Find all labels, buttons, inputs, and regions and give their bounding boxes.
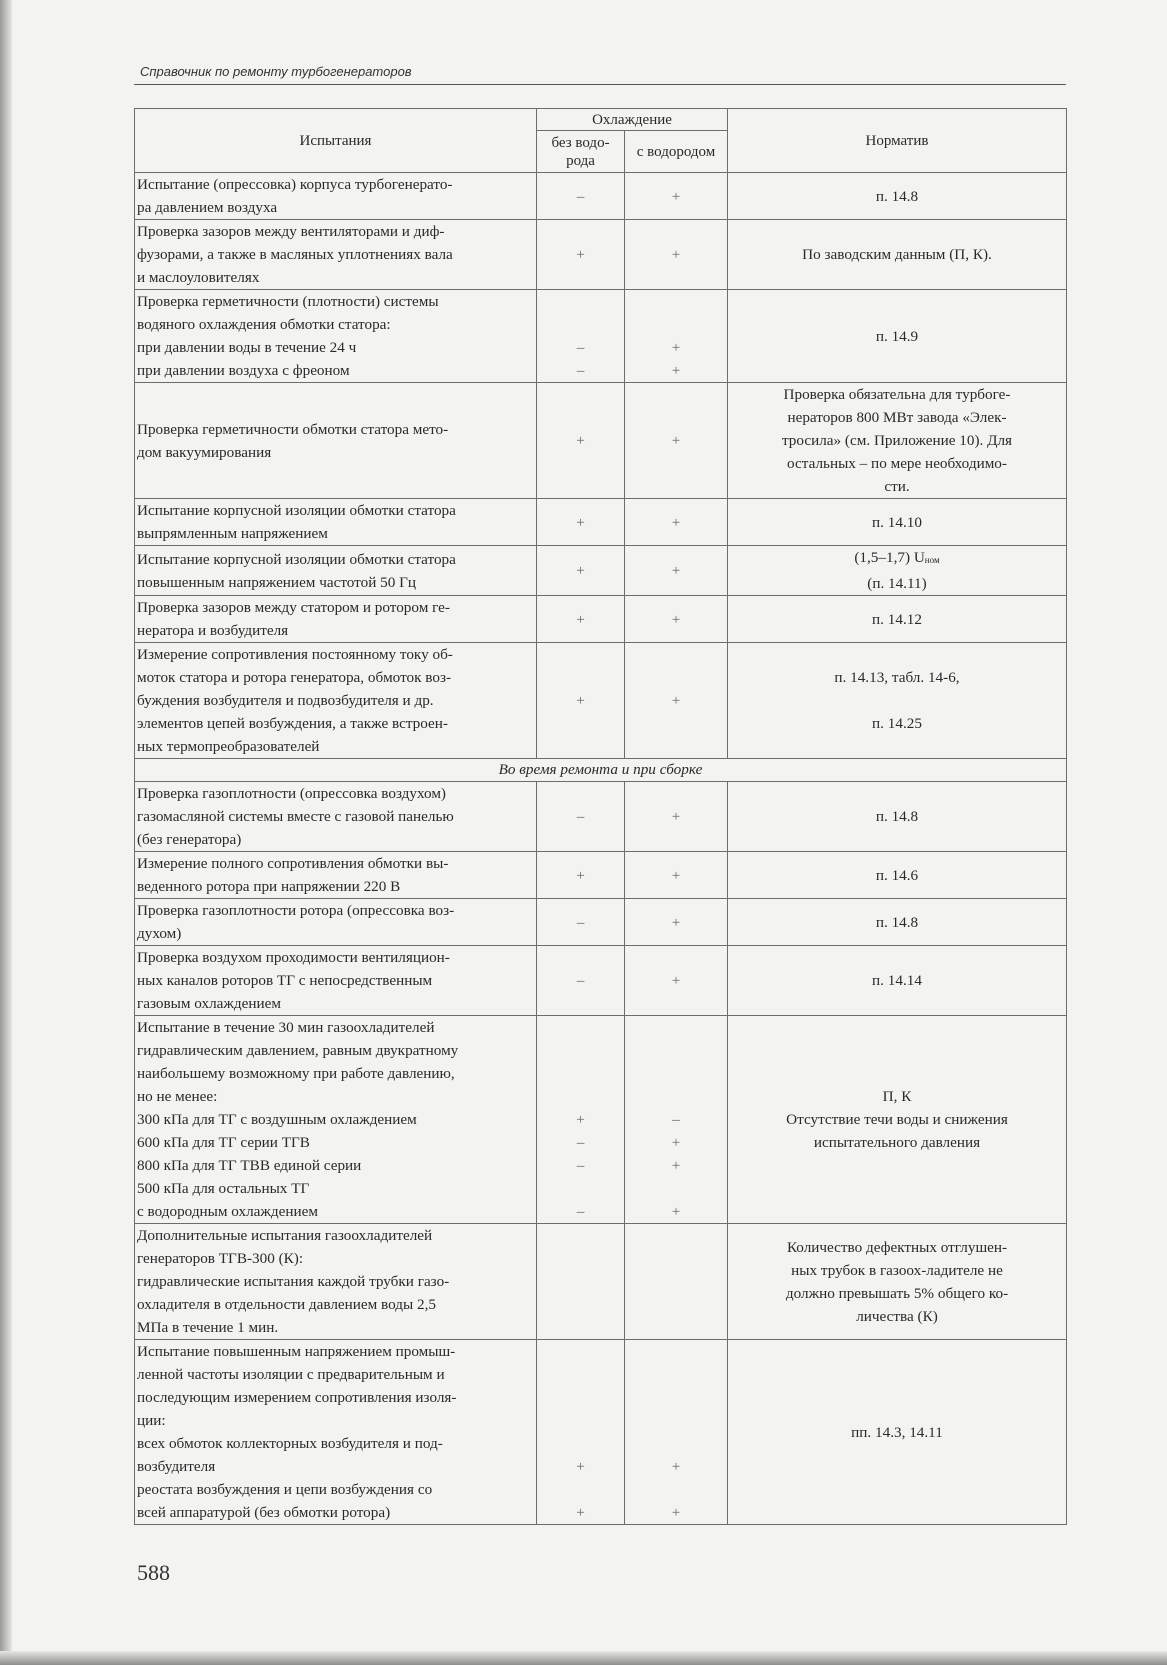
test-name-line: газомасляной системы вместе с газовой панелью	[137, 808, 454, 825]
col-header-norm: Норматив	[728, 109, 1067, 173]
running-title: Справочник по ремонту турбогенераторов	[140, 64, 412, 79]
test-name-cell	[135, 290, 537, 383]
mark-value	[627, 1340, 725, 1363]
mark-value: +	[671, 562, 681, 579]
mark-value: +	[671, 1134, 681, 1151]
norm-line: п. 14.14	[872, 972, 922, 989]
mark-value	[539, 1062, 622, 1085]
mark-value: –	[672, 1111, 680, 1128]
section-title: Во время ремонта и при сборке	[135, 759, 1067, 782]
mark-value	[627, 1016, 725, 1039]
mark-value	[627, 1409, 725, 1432]
mark-value	[539, 1016, 622, 1039]
test-name-line: 500 кПа для остальных ТГ	[137, 1180, 310, 1197]
norm-line: должно превышать 5% общего ко-	[785, 1284, 1009, 1302]
norm-line: нераторов 800 МВт завода «Элек-	[787, 409, 1007, 426]
test-name-line: Испытание повышенным напряжением промыш-	[137, 1343, 456, 1360]
mark-value: +	[576, 692, 585, 709]
table-row	[135, 546, 1067, 596]
no-hydrogen-mark-cell	[537, 173, 625, 220]
mark-value	[627, 1478, 725, 1501]
col-header-no-hydrogen: без водо- рода	[537, 131, 625, 173]
mark-value	[627, 1039, 725, 1062]
test-name-line: Проверка герметичности (плотности) системы	[137, 293, 439, 310]
test-name-cell	[135, 596, 537, 643]
norm-cell	[728, 899, 1067, 946]
norm-line: (п. 14.11)	[867, 575, 927, 592]
mark-value: –	[576, 187, 585, 205]
norm-cell	[728, 1016, 1067, 1224]
mark-value	[539, 1270, 622, 1293]
mark-value: –	[576, 1203, 585, 1220]
mark-value: –	[576, 913, 585, 931]
table-row	[135, 499, 1067, 546]
mark-value: +	[671, 187, 681, 205]
test-name-line: буждения возбудителя и подвозбудителя и др.	[137, 692, 434, 709]
norm-line: Отсутствие течи воды и снижения	[786, 1111, 1008, 1128]
hydrogen-mark-cell	[625, 1016, 728, 1224]
test-name-line: моток статора и ротора генератора, обмоток воз-	[137, 669, 451, 686]
table-row	[135, 383, 1067, 499]
test-name-cell	[135, 1224, 537, 1340]
test-name-cell	[135, 499, 537, 546]
mark-value	[539, 290, 622, 313]
mark-value: +	[576, 246, 585, 263]
norm-cell	[728, 782, 1067, 852]
hydrogen-mark-cell	[625, 596, 728, 643]
mark-value: +	[671, 610, 681, 628]
test-name-line: охладителя в отдельности давлением воды 2,5	[137, 1296, 436, 1313]
header-rule	[134, 84, 1066, 85]
mark-value	[539, 1085, 622, 1108]
mark-value: +	[671, 513, 681, 531]
norm-cell	[728, 499, 1067, 546]
test-name-line: наибольшему возможному при работе давлению,	[137, 1065, 455, 1082]
test-name-cell	[135, 220, 537, 290]
test-name-line: возбудителя	[137, 1458, 216, 1475]
test-name-line: газовым охлаждением	[137, 995, 281, 1012]
table-row	[135, 1224, 1067, 1340]
table-row	[135, 173, 1067, 220]
test-name-line: Проверка газоплотности ротора (опрессовка воз-	[137, 902, 455, 919]
test-name-line: МПа в течение 1 мин.	[137, 1319, 279, 1336]
norm-line: п. 14.8	[875, 808, 919, 825]
mark-value: +	[671, 1504, 681, 1521]
mark-value	[539, 1039, 622, 1062]
hydrogen-mark-cell	[625, 220, 728, 290]
norm-line: п. 14.9	[875, 327, 919, 345]
norm-line: испытательного давления	[813, 1134, 981, 1151]
test-name-line: всех обмоток коллекторных возбудителя и под-	[137, 1435, 443, 1452]
mark-value: +	[576, 432, 585, 449]
mark-value: –	[576, 1134, 585, 1151]
norm-line: п. 14.8	[875, 187, 919, 205]
mark-value: –	[576, 362, 585, 379]
test-name-line: при давлении воздуха с фреоном	[137, 362, 350, 379]
mark-value: +	[576, 866, 585, 884]
hydrogen-mark-cell	[625, 643, 728, 759]
hydrogen-mark-cell	[625, 546, 728, 596]
test-name-line: водяного охлаждения обмотки статора:	[137, 316, 391, 333]
test-name-cell	[135, 383, 537, 499]
mark-value	[627, 1177, 725, 1200]
test-name-cell	[135, 546, 537, 596]
mark-value: –	[576, 339, 585, 356]
table-row	[135, 290, 1067, 383]
mark-value: –	[576, 1157, 585, 1174]
no-hydrogen-mark-cell	[537, 220, 625, 290]
test-name-line: (без генератора)	[137, 831, 242, 848]
mark-value	[539, 1177, 622, 1200]
no-hydrogen-mark-cell	[537, 499, 625, 546]
test-name-cell	[135, 899, 537, 946]
mark-value	[539, 1478, 622, 1501]
no-hydrogen-mark-cell	[537, 946, 625, 1016]
test-name-line: ра давлением воздуха	[137, 199, 278, 216]
test-name-line: веденного ротора при напряжении 220 В	[137, 878, 401, 895]
test-name-line: 800 кПа для ТГ ТВВ единой серии	[137, 1157, 362, 1174]
mark-value: +	[576, 1504, 585, 1521]
mark-value: +	[671, 339, 681, 356]
norm-line: Проверка обязательна для турбоге-	[783, 386, 1011, 403]
norm-line: остальных – по мере необходимо-	[787, 455, 1007, 472]
test-name-line: Испытание корпусной изоляции обмотки статора	[137, 502, 456, 519]
test-name-line: Испытание (опрессовка) корпуса турбогенерато-	[137, 176, 453, 193]
test-name-cell	[135, 173, 537, 220]
test-name-line: при давлении воды в течение 24 ч	[137, 339, 357, 356]
page-number: 588	[137, 1560, 170, 1585]
norm-line: По заводским данным (П, К).	[802, 246, 992, 263]
hydrogen-mark-cell	[625, 290, 728, 383]
mark-value: +	[671, 1157, 681, 1174]
mark-value	[627, 1270, 725, 1293]
norm-line	[730, 546, 1064, 572]
mark-value: +	[671, 1458, 681, 1475]
test-name-line: элементов цепей возбуждения, а также встроен-	[137, 715, 448, 732]
test-name-cell	[135, 1016, 537, 1224]
no-hydrogen-mark-cell	[537, 383, 625, 499]
col-header-tests: Испытания	[135, 109, 537, 173]
norm-line: Количество дефектных отглушен-	[786, 1238, 1008, 1256]
test-name-line: Проверка газоплотности (опрессовка воздухом)	[137, 785, 446, 802]
no-hydrogen-mark-cell	[537, 290, 625, 383]
test-name-line: ных каналов роторов ТГ с непосредственным	[137, 972, 433, 989]
norm-line: п. 14.25	[872, 715, 922, 732]
no-hydrogen-mark-cell	[537, 643, 625, 759]
mark-value	[627, 1363, 725, 1386]
no-hydrogen-mark-cell	[537, 1224, 625, 1340]
norm-cell	[728, 852, 1067, 899]
section-row	[135, 759, 1067, 782]
norm-line: П, К	[882, 1088, 912, 1105]
hydrogen-mark-cell	[625, 852, 728, 899]
test-name-line: Дополнительные испытания газоохладителей	[137, 1227, 433, 1244]
test-name-line: но не менее:	[137, 1088, 218, 1105]
hydrogen-mark-cell	[625, 383, 728, 499]
no-hydrogen-mark-cell	[537, 852, 625, 899]
mark-value	[539, 1432, 622, 1455]
test-name-line: фузорами, а также в масляных уплотнениях вала	[137, 246, 453, 263]
norm-cell	[728, 596, 1067, 643]
no-hydrogen-mark-cell	[537, 1340, 625, 1525]
mark-value: +	[671, 1203, 681, 1220]
test-name-line: Измерение полного сопротивления обмотки вы-	[137, 855, 449, 872]
test-name-cell	[135, 852, 537, 899]
hydrogen-mark-cell	[625, 946, 728, 1016]
col-header-hydrogen: с водородом	[625, 131, 728, 173]
norm-line: сти.	[884, 478, 910, 495]
no-hydrogen-mark-cell	[537, 546, 625, 596]
mark-value	[539, 1409, 622, 1432]
test-name-line: реостата возбуждения и цепи возбуждения со	[137, 1481, 433, 1498]
table-row	[135, 1016, 1067, 1224]
mark-value	[627, 1432, 725, 1455]
norm-voltage-subscript: ном	[924, 555, 940, 565]
norm-line: п. 14.12	[872, 610, 922, 628]
test-name-cell	[135, 643, 537, 759]
norm-cell	[728, 220, 1067, 290]
no-hydrogen-mark-cell	[537, 782, 625, 852]
test-name-cell	[135, 782, 537, 852]
test-name-line: Испытание корпусной изоляции обмотки статора	[137, 550, 456, 568]
no-hydrogen-mark-cell	[537, 1016, 625, 1224]
norm-cell	[728, 1224, 1067, 1340]
norm-cell	[728, 290, 1067, 383]
test-name-line: Измерение сопротивления постоянному току об-	[137, 646, 453, 663]
test-name-line: Проверка зазоров между статором и ротором ге-	[137, 599, 450, 616]
test-name-line: Проверка герметичности обмотки статора мето-	[137, 420, 449, 438]
mark-value: +	[671, 692, 681, 709]
table-row	[135, 852, 1067, 899]
norm-cell	[728, 1340, 1067, 1525]
test-requirements-table	[134, 108, 1067, 1525]
hydrogen-mark-cell	[625, 1224, 728, 1340]
mark-value: +	[576, 513, 585, 531]
test-name-line: Испытание в течение 30 мин газоохладителей	[137, 1019, 435, 1036]
test-name-line: Проверка воздухом проходимости вентиляцион-	[137, 949, 450, 966]
table-row	[135, 596, 1067, 643]
mark-value: +	[671, 972, 681, 989]
mark-value: +	[576, 1111, 585, 1128]
table-row	[135, 1340, 1067, 1525]
mark-value	[539, 1386, 622, 1409]
test-name-line: нератора и возбудителя	[137, 622, 289, 639]
mark-value: –	[576, 808, 585, 825]
mark-value: +	[671, 432, 681, 449]
test-name-line: повышенным напряжением частотой 50 Гц	[137, 573, 417, 591]
table-row	[135, 899, 1067, 946]
no-hydrogen-mark-cell	[537, 899, 625, 946]
col-header-cooling: Охлаждение	[537, 109, 728, 131]
test-name-line: ции:	[137, 1412, 166, 1429]
norm-cell	[728, 383, 1067, 499]
mark-value: +	[576, 562, 585, 579]
mark-value: +	[671, 246, 681, 263]
test-name-line: ленной частоты изоляции с предварительным и	[137, 1366, 445, 1383]
test-name-line: 300 кПа для ТГ с воздушным охлаждением	[137, 1111, 417, 1128]
mark-value	[539, 1363, 622, 1386]
table-row	[135, 643, 1067, 759]
hydrogen-mark-cell	[625, 173, 728, 220]
mark-value	[539, 1340, 622, 1363]
test-name-line: Проверка зазоров между вентиляторами и диф-	[137, 223, 445, 240]
norm-line: п. 14.6	[875, 866, 919, 884]
hydrogen-mark-cell	[625, 899, 728, 946]
hydrogen-mark-cell	[625, 1340, 728, 1525]
hydrogen-mark-cell	[625, 782, 728, 852]
test-name-line: генераторов ТГВ-300 (К):	[137, 1250, 304, 1267]
table-row	[135, 220, 1067, 290]
norm-line: личества (К)	[856, 1307, 938, 1325]
test-name-line: всей аппаратурой (без обмотки ротора)	[137, 1504, 391, 1521]
mark-value	[627, 1386, 725, 1409]
test-name-line: ных термопреобразователей	[137, 738, 320, 755]
test-name-line: и маслоуловителях	[137, 269, 260, 286]
test-name-line: духом)	[137, 925, 182, 942]
mark-value: +	[671, 866, 681, 884]
mark-value: +	[671, 913, 681, 931]
mark-value	[627, 313, 725, 336]
mark-value: +	[671, 808, 681, 825]
test-name-cell	[135, 1340, 537, 1525]
mark-value: +	[576, 610, 585, 628]
hydrogen-mark-cell	[625, 499, 728, 546]
test-name-line: гидравлическим давлением, равным двукратному	[137, 1042, 459, 1059]
no-hydrogen-mark-cell	[537, 596, 625, 643]
table-body	[135, 173, 1067, 1525]
test-name-line: с водородным охлаждением	[137, 1203, 318, 1220]
norm-cell	[728, 643, 1067, 759]
mark-value	[627, 290, 725, 313]
mark-value: –	[576, 972, 585, 989]
norm-voltage: (1,5–1,7) U	[854, 549, 925, 566]
norm-line: тросила» (см. Приложение 10). Для	[781, 432, 1013, 449]
test-name-line: последующим измерением сопротивления изоля-	[137, 1389, 457, 1406]
norm-cell	[728, 173, 1067, 220]
norm-line	[730, 689, 1064, 712]
mark-value	[539, 313, 622, 336]
norm-line: п. 14.10	[872, 513, 922, 531]
mark-value	[627, 1062, 725, 1085]
mark-value	[627, 1085, 725, 1108]
norm-cell	[728, 546, 1067, 596]
test-name-cell	[135, 946, 537, 1016]
mark-value: +	[576, 1458, 585, 1475]
norm-line: пп. 14.3, 14.11	[851, 1423, 943, 1441]
norm-line: ных трубок в газоох-ладителе не	[791, 1261, 1003, 1279]
norm-line: п. 14.13, табл. 14-6,	[834, 669, 960, 686]
test-name-line: гидравлические испытания каждой трубки газо-	[137, 1273, 450, 1290]
mark-value: +	[671, 362, 681, 379]
norm-line: п. 14.8	[875, 913, 919, 931]
page-bottom-shadow	[0, 1651, 1167, 1665]
test-name-line: 600 кПа для ТГ серии ТГВ	[137, 1134, 310, 1151]
table-row	[135, 782, 1067, 852]
page-edge-shadow	[0, 0, 12, 1665]
table-row	[135, 946, 1067, 1016]
test-name-line: дом вакуумирования	[137, 443, 272, 461]
test-name-line: выпрямленным напряжением	[137, 525, 328, 542]
norm-cell	[728, 946, 1067, 1016]
